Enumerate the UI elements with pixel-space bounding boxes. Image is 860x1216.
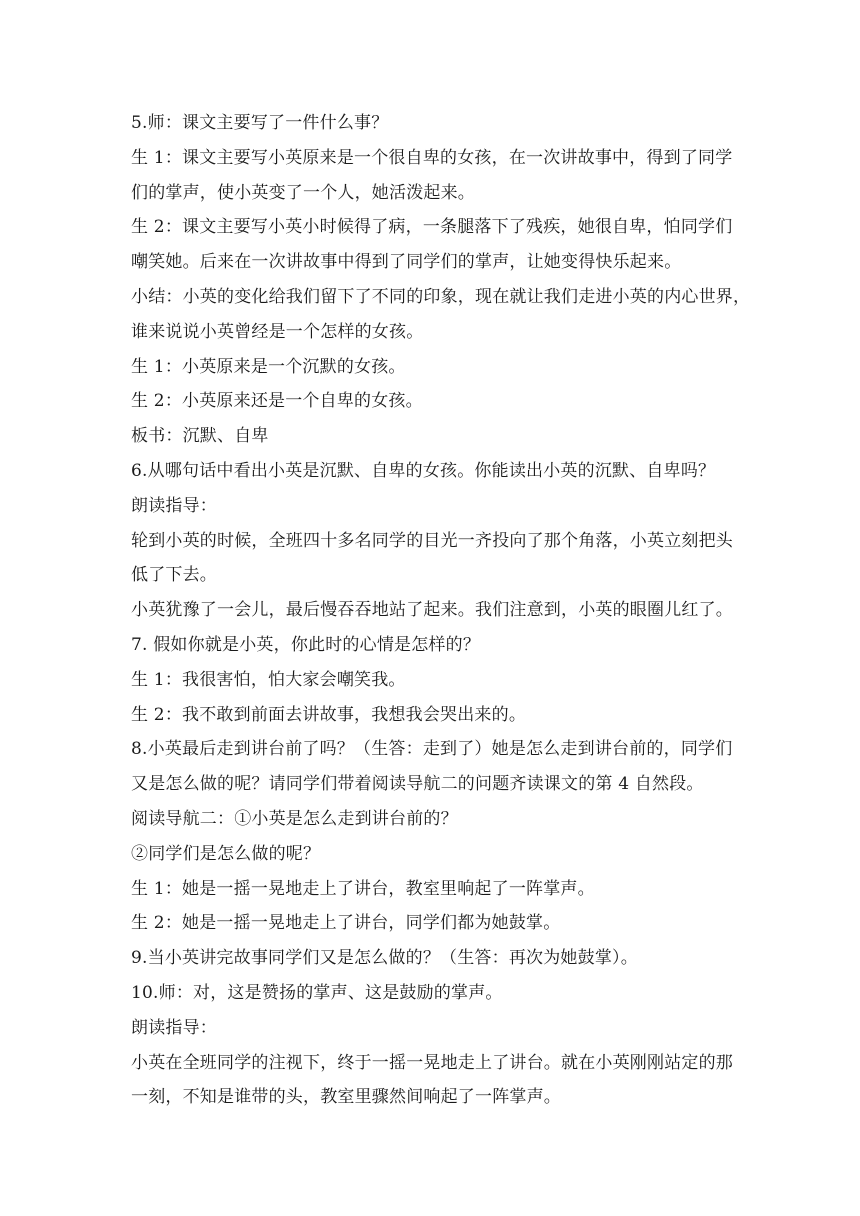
text-line: 小英在全班同学的注视下，终于一摇一晃地走上了讲台。就在小英刚刚站定的那 (131, 1052, 733, 1073)
text-line: 嘲笑她。后来在一次讲故事中得到了同学们的掌声，让她变得快乐起来。 (131, 252, 682, 273)
text-line: 8.小英最后走到讲台前了吗？（生答：走到了）她是怎么走到讲台前的，同学们 (131, 739, 733, 760)
text-line: 一刻，不知是谁带的头，教室里骤然间响起了一阵掌声。 (131, 1087, 561, 1108)
text-line: 生 2：小英原来还是一个自卑的女孩。 (131, 391, 423, 412)
text-line: 轮到小英的时候，全班四十多名同学的目光一齐投向了那个角落，小英立刻把头 (131, 530, 733, 551)
document-body (131, 106, 751, 1115)
text-line: 小结：小英的变化给我们留下了不同的印象，现在就让我们走进小英的内心世界， (131, 286, 751, 307)
text-line: 小英犹豫了一会儿，最后慢吞吞地站了起来。我们注意到，小英的眼圈儿红了。 (131, 600, 733, 621)
text-line: 又是怎么做的呢？请同学们带着阅读导航二的问题齐读课文的第 4 自然段。 (131, 774, 704, 795)
text-line: 5.师：课文主要写了一件什么事？ (131, 113, 389, 133)
text-line: 低了下去。 (131, 565, 217, 586)
text-line: 朗读指导： (131, 495, 217, 516)
text-line: 生 2：她是一摇一晃地走上了讲台，同学们都为她鼓掌。 (131, 913, 561, 934)
text-line: 生 1：她是一摇一晃地走上了讲台，教室里响起了一阵掌声。 (131, 878, 595, 899)
text-line: 们的掌声，使小英变了一个人，她活泼起来。 (131, 182, 475, 203)
text-line: 阅读导航二：①小英是怎么走到讲台前的？ (131, 808, 458, 829)
text-line: 生 1：小英原来是一个沉默的女孩。 (131, 356, 406, 377)
text-line: 9.当小英讲完故事同学们又是怎么做的？（生答：再次为她鼓掌）。 (131, 948, 638, 969)
text-line: 生 2：我不敢到前面去讲故事，我想我会哭出来的。 (131, 704, 527, 725)
text-line: 10.师：对，这是赞扬的掌声、这是鼓励的掌声。 (131, 982, 503, 1003)
text-line: 生 1：我很害怕，怕大家会嘲笑我。 (131, 669, 406, 690)
text-line: ②同学们是怎么做的呢？ (131, 843, 321, 864)
text-line: 6.从哪句话中看出小英是沉默、自卑的女孩。你能读出小英的沉默、自卑吗？ (131, 460, 716, 481)
text-line: 板书：沉默、自卑 (131, 426, 269, 447)
text-line: 朗读指导： (131, 1017, 217, 1038)
text-line: 谁来说说小英曾经是一个怎样的女孩。 (131, 321, 424, 342)
text-line: 7. 假如你就是小英，你此时的心情是怎样的？ (131, 634, 481, 655)
text-line: 生 1：课文主要写小英原来是一个很自卑的女孩，在一次讲故事中，得到了同学 (131, 147, 733, 168)
text-line: 生 2：课文主要写小英小时候得了病，一条腿落下了残疾，她很自卑，怕同学们 (131, 217, 733, 238)
